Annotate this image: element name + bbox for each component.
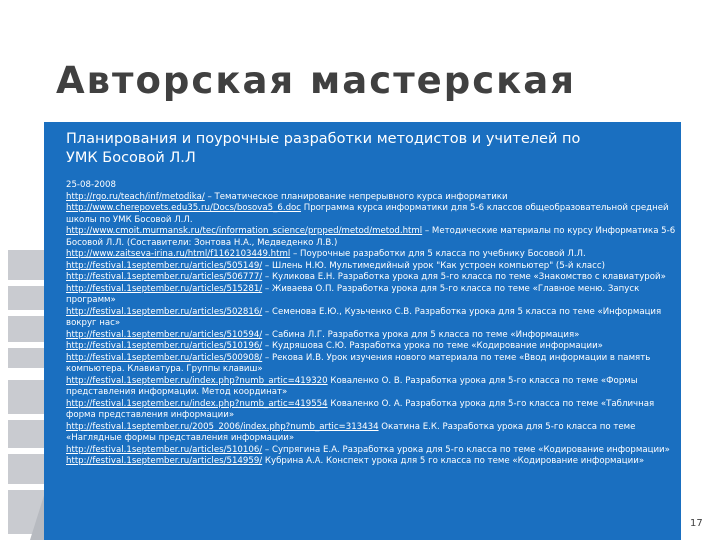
list-item [66,376,676,399]
entry-text: Коваленко О. А. Разработка урока для 5-го класса по теме «Табличная форма представления информации» [66,398,655,420]
decor-stripe [8,380,44,414]
entry-text: Окатина Е.К. Разработка урока для 5-го класса по теме «Наглядные формы представления информации» [66,421,636,443]
entry-link[interactable]: http://festival.1september.ru/articles/500908/ [66,352,263,363]
entry-text: – Поурочные разработки для 5 класса по учебнику Босовой Л.Л. [290,249,586,259]
entry-text: – Рекова И.В. Урок изучения нового материала по теме «Ввод информации в память компьютера. Клавиатура. Группы клавиш» [66,352,651,374]
entry-link[interactable]: http://festival.1september.ru/articles/515281/ [66,283,263,294]
list-item [66,445,676,457]
page-number: 17 [690,518,703,529]
entry-text: – Тематическое планирование непрерывного курса информатики [204,191,508,202]
decor-stripe [8,348,44,368]
entry-text: Кубрина А.А. Конспект урока для 5 го класса по теме «Кодирование информации» [262,456,645,466]
list-item [66,261,676,273]
entry-text: – Семенова Е.Ю., Кузьченко С.В. Разработка урока для 5 класса по теме «Информация вокруг нас» [66,306,662,328]
content-panel [44,122,681,540]
list-item [66,456,676,468]
entry-text: Программа курса информатики для 5-6 классов общеобразовательной средней школы по УМК Босовой Л.Л. [66,203,669,225]
decor-stripe [8,316,44,342]
decor-stripe [8,250,44,280]
panel-heading [66,130,676,168]
entry-link[interactable]: http://festival.1september.ru/articles/514959/ [66,456,263,466]
entry-link[interactable]: http://festival.1september.ru/articles/510106/ [66,444,263,455]
panel-inner [66,130,676,468]
entry-date: 25-08-2008 [66,180,116,190]
panel-heading-line: УМК Босовой Л.Л [66,150,196,166]
list-item [66,422,676,445]
entry-text: – Сабина Л.Г. Разработка урока для 5 класса по теме «Информация» [262,329,580,340]
entry-link[interactable]: http://www.cherepovets.edu35.ru/Docs/bosova5_6.doc [66,203,302,213]
entry-link[interactable]: http://www.zaitseva-irina.ru/html/f1162103449.html [66,249,291,259]
list-item [66,307,676,330]
list-item [66,284,676,307]
entry-link[interactable]: http://festival.1september.ru/2005_2006/index.php?numb_artic=313434 [66,421,379,432]
list-item [66,192,676,204]
entry-text: – Шлень Н.Ю. Мультимедийный урок "Как устроен компьютер" (5-й класс) [262,260,605,271]
list-item [66,249,676,261]
slide-title: Авторская мастерская [56,58,576,102]
entry-link[interactable]: http://festival.1september.ru/index.php?numb_artic=419320 [66,375,328,386]
entry-text: – Кудряшова С.Ю. Разработка урока по теме «Кодирование информации» [262,341,603,351]
decor-stripe [8,286,44,310]
list-item [66,353,676,376]
entry-link[interactable]: http://rgo.ru/teach/inf/metodika/ [66,191,205,202]
list-item [66,330,676,342]
entry-text: – Методические материалы по курсу Информатика 5-6 Босовой Л.Л. (Составители: Зонтова Н.А., Медведенко Л.В.) [66,226,676,248]
decor-stripe [8,420,44,448]
list-item [66,272,676,284]
entry-link[interactable]: http://festival.1september.ru/articles/510594/ [66,329,263,340]
entry-link[interactable]: http://festival.1september.ru/articles/502816/ [66,306,263,317]
entry-text: – Супрягина Е.А. Разработка урока для 5-го класса по теме «Кодирование информации» [262,444,670,455]
entry-link[interactable]: http://www.cmoit.murmansk.ru/tec/information_science/prpped/metod/metod.html [66,226,423,236]
entries-list [66,180,676,468]
entry-text: Коваленко О. В. Разработка урока для 5-го класса по теме «Формы представления информации. Метод координат» [66,375,638,397]
list-item [66,226,676,249]
list-item [66,341,676,353]
list-item [66,203,676,226]
entry-link[interactable]: http://festival.1september.ru/articles/505149/ [66,260,263,271]
entry-link[interactable]: http://festival.1september.ru/articles/506777/ [66,272,263,282]
panel-heading-line: Планирования и поурочные разработки методистов и учителей по [66,131,581,147]
list-item [66,399,676,422]
entry-text: – Живаева О.П. Разработка урока для 5-го класса по теме «Главное меню. Запуск программ» [66,283,640,305]
entry-text: – Куликова Е.Н. Разработка урока для 5-го класса по теме «Знакомство с клавиатурой» [262,272,666,282]
entry-link[interactable]: http://festival.1september.ru/index.php?numb_artic=419554 [66,398,328,409]
entry-link[interactable]: http://festival.1september.ru/articles/510196/ [66,341,263,351]
